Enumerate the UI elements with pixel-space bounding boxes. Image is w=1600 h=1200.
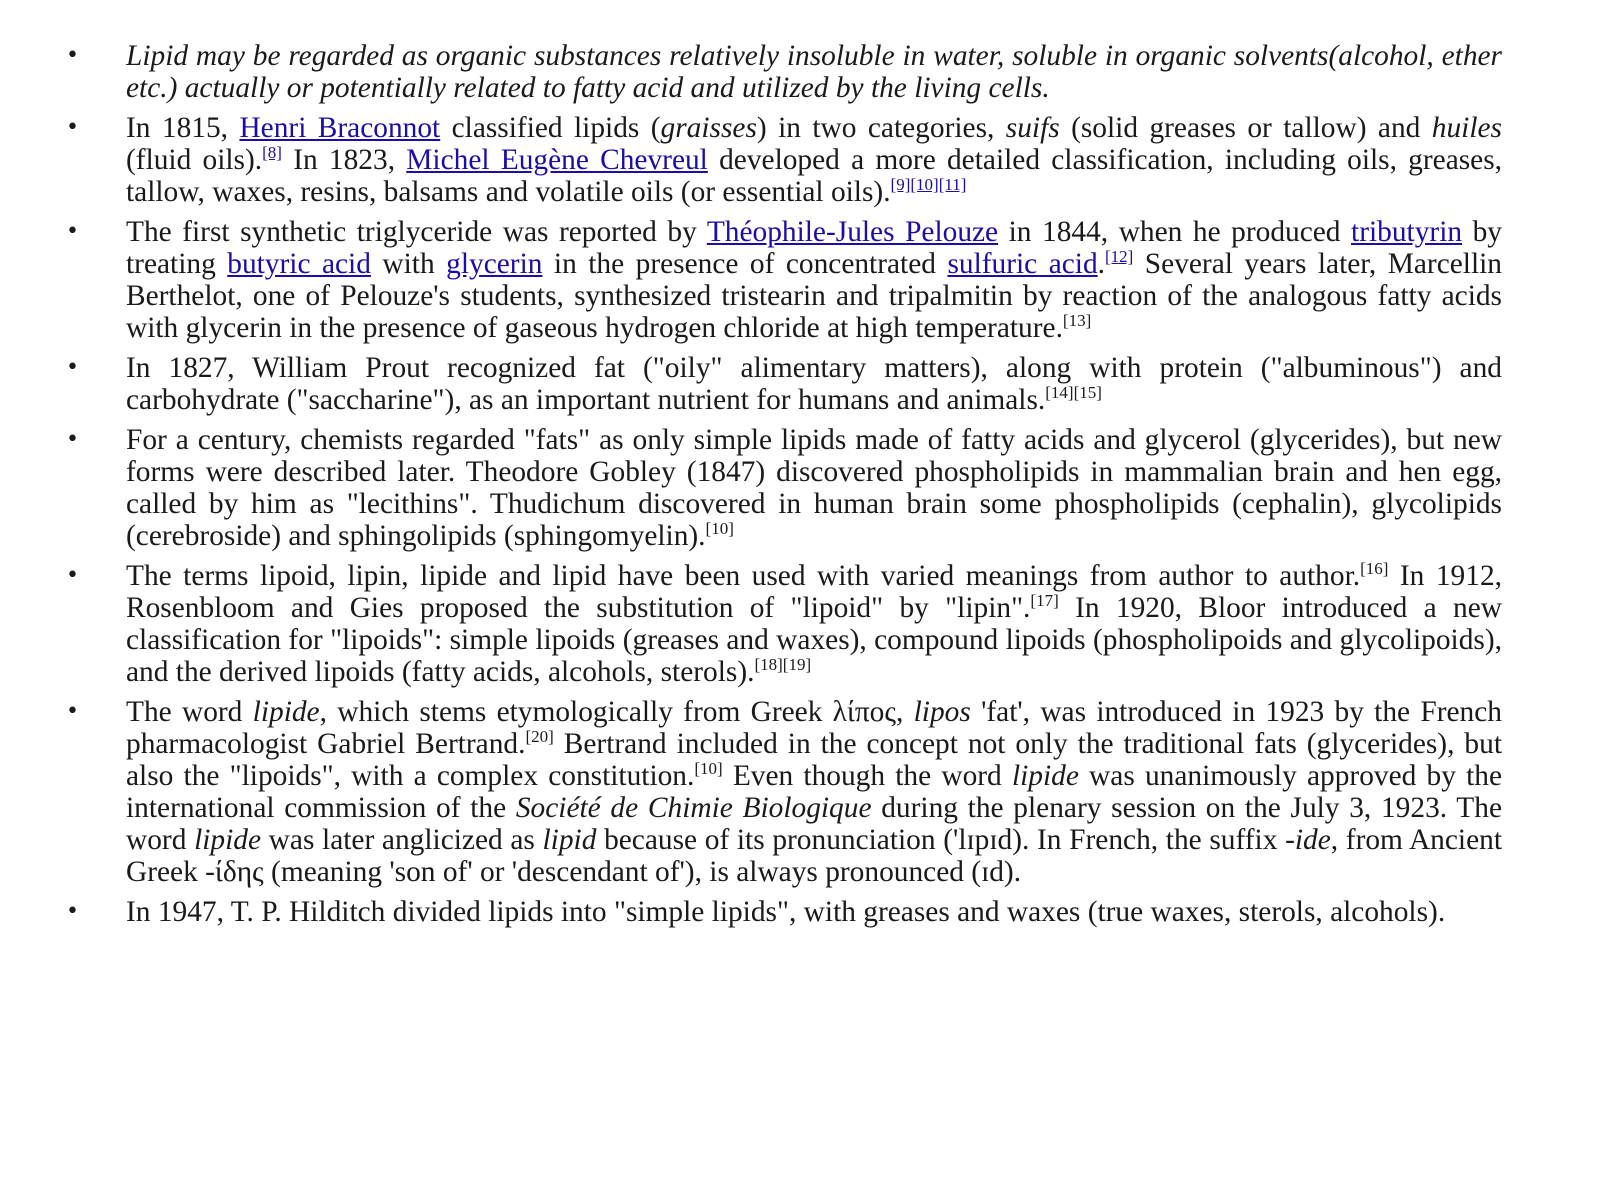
text-run: was unanimously approved by the international commission of the	[126, 760, 1502, 824]
bullet-point-icon: •	[66, 699, 79, 724]
text-run: .	[1097, 248, 1105, 280]
citation-ref: [14][15]	[1045, 383, 1102, 402]
text-run: with	[370, 248, 447, 280]
italic-text: lipos	[913, 696, 971, 728]
bullet-point-icon: •	[66, 899, 79, 924]
italic-text: suifs	[1005, 112, 1060, 144]
text-run: , from Ancient Greek -ίδης (meaning 'son of' or 'descendant of'), is always pronounced (ɪd).	[126, 824, 1502, 888]
citation-link[interactable]: [9][10][11]	[890, 175, 967, 194]
text-run: ) in two categories,	[756, 112, 1006, 144]
italic-text: lipid	[542, 824, 597, 856]
hyperlink[interactable]: butyric acid	[227, 248, 371, 280]
text-run: For a century, chemists regarded "fats" as only simple lipids made of fatty acids and glycerol (glycerides), but new forms were described later. Theodore Gobley (1847) discovered phospholipids in mammalian brain and hen egg, called by him as "lecithins". Thudichum discovered in human brain some phospholipids (cephalin), glycolipids (cerebroside) and sphingolipids (sphingomyelin).	[126, 424, 1502, 552]
text-run: Several years later, Marcellin Berthelot, one of Pelouze's students, synthesized tristearin and tripalmitin by reaction of the analogous fatty acids with glycerin in the presence of gaseous hydrogen chloride at high temperature.	[126, 248, 1502, 344]
text-run: The word	[126, 696, 253, 728]
text-run: (solid greases or tallow) and	[1059, 112, 1432, 144]
text-run: classified lipids (	[440, 112, 661, 144]
citation-link[interactable]: [8]	[262, 143, 282, 162]
bullet-item	[66, 696, 1502, 888]
citation-ref: [16]	[1360, 559, 1389, 578]
citation-ref: [10]	[705, 519, 734, 538]
citation-ref: [20]	[525, 727, 554, 746]
text-run: In 1912, Rosenbloom and Gies proposed the substitution of "lipoid" by "lipin".	[126, 560, 1502, 624]
italic-text: lipide	[194, 824, 262, 856]
text-run: during the plenary session on the July 3, 1923. The word	[126, 792, 1502, 856]
bullet-item	[66, 560, 1502, 688]
bullet-point-icon: •	[66, 219, 79, 244]
text-run: developed a more detailed classification, including oils, greases, tallow, waxes, resins, balsams and volatile oils (or essential oils).	[126, 144, 1503, 208]
hyperlink[interactable]: Théophile-Jules Pelouze	[706, 216, 999, 248]
bullet-item	[66, 352, 1502, 416]
citation-ref: [17]	[1030, 591, 1059, 610]
bullet-item	[66, 896, 1502, 928]
text-run: by treating	[126, 216, 1502, 280]
bullet-list	[66, 40, 1502, 928]
text-run: Bertrand included in the concept not only the traditional fats (glycerides), but also the "lipoids", with a complex constitution.	[126, 728, 1502, 792]
text-run: In 1823,	[281, 144, 407, 176]
text-run: because of its pronunciation ('lɪpɪd). In French, the suffix	[596, 824, 1286, 856]
text-run: in the presence of concentrated	[542, 248, 948, 280]
bullet-point-icon: •	[66, 563, 79, 588]
italic-text: huiles	[1431, 112, 1502, 144]
text-run: The terms lipoid, lipin, lipide and lipid have been used with varied meanings from author to author.	[126, 560, 1361, 592]
bullet-point-icon: •	[66, 355, 79, 380]
text-run: In 1827, William Prout recognized fat ("oily" alimentary matters), along with protein ("albuminous") and carbohydrate ("saccharine"), as an important nutrient for humans and animals.	[126, 352, 1502, 416]
bullet-item	[66, 40, 1502, 104]
italic-text: lipide	[1011, 760, 1079, 792]
text-run: In 1815,	[126, 112, 240, 144]
text-run: in 1844, when he produced	[998, 216, 1352, 248]
italic-text: lipide	[252, 696, 320, 728]
citation-link[interactable]: [12]	[1105, 247, 1134, 266]
citation-ref: [18][19]	[754, 655, 812, 674]
bullet-item	[66, 424, 1502, 552]
citation-ref: [10]	[694, 759, 723, 778]
text-run: was later anglicized as	[261, 824, 543, 856]
text-run: The first synthetic triglyceride was reported by	[126, 216, 707, 248]
hyperlink[interactable]: Henri Braconnot	[239, 112, 441, 144]
italic-text: -ide	[1285, 824, 1331, 856]
citation-ref: [13]	[1062, 311, 1092, 330]
bullet-point-icon: •	[66, 115, 79, 140]
text-run: In 1920, Bloor introduced a new classification for "lipoids": simple lipoids (greases and waxes), compound lipoids (phospholipoids and glycolipoids), and the derived lipoids (fatty acids, alcohols, sterols).	[126, 592, 1503, 688]
text-run: Even though the word	[722, 760, 1012, 792]
italic-text: Lipid may be regarded as organic substances relatively insoluble in water, soluble in organic solvents(alcohol, ether etc.) actually or potentially related to fatty acid and utilized by the living cells.	[126, 40, 1502, 104]
italic-text: graisses	[660, 112, 757, 144]
text-run: 'fat', was introduced in 1923 by the French pharmacologist Gabriel Bertrand.	[126, 696, 1502, 760]
hyperlink[interactable]: glycerin	[446, 248, 543, 280]
hyperlink[interactable]: tributyrin	[1351, 216, 1463, 248]
bullet-item	[66, 216, 1502, 344]
text-run: (fluid oils).	[126, 144, 263, 176]
text-run: , which stems etymologically from Greek λίπος,	[319, 696, 914, 728]
italic-text: Société de Chimie Biologique	[515, 792, 872, 824]
bullet-point-icon: •	[66, 43, 79, 68]
text-run: In 1947, T. P. Hilditch divided lipids into "simple lipids", with greases and waxes (true waxes, sterols, alcohols).	[126, 896, 1446, 928]
hyperlink[interactable]: Michel Eugène Chevreul	[406, 144, 708, 176]
hyperlink[interactable]: sulfuric acid	[947, 248, 1098, 280]
bullet-item	[66, 112, 1502, 208]
bullet-point-icon: •	[66, 427, 79, 452]
